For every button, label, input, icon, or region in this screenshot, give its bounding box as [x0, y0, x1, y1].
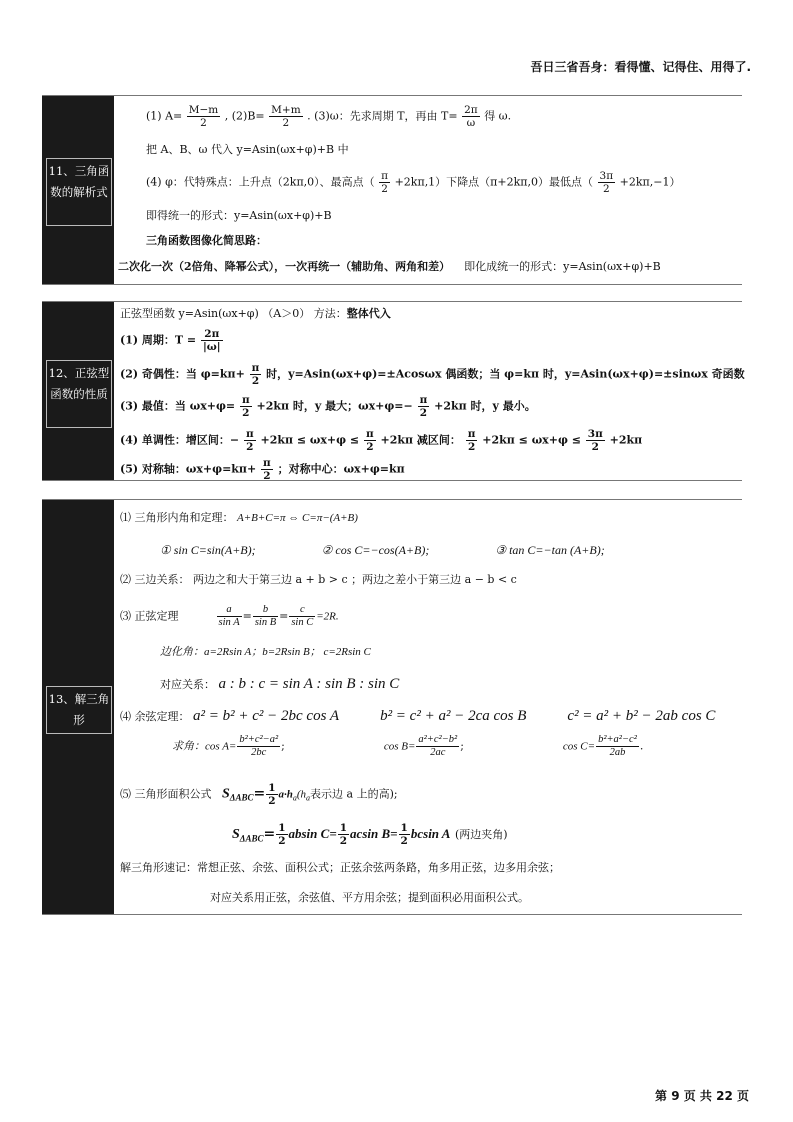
- text: . (3)ω：先求周期 T，再由 T=: [307, 109, 458, 123]
- fraction: [253, 604, 278, 629]
- fraction: [586, 428, 605, 453]
- num: 2π: [201, 328, 223, 341]
- text: cos B=: [383, 740, 416, 753]
- num: π: [381, 170, 389, 182]
- text: =: [263, 826, 276, 842]
- fraction: [269, 104, 303, 129]
- den: 2: [400, 835, 408, 847]
- formula-line: [120, 457, 405, 482]
- den: 2: [251, 375, 260, 387]
- fraction: [399, 822, 410, 847]
- text: 对应关系：: [160, 678, 215, 691]
- text-line: 边化角：a=2Rsin A；b=2Rsin B； c=2Rsin C: [160, 646, 371, 658]
- text: b² = c² + a² − 2ca cos B: [380, 708, 527, 724]
- text: +2kπ 时，y 最大；ωx+φ=−: [256, 399, 413, 413]
- num: π: [245, 428, 254, 440]
- text: (1) 周期：T =: [120, 333, 197, 347]
- section-sidebar: [42, 96, 114, 284]
- section-12: [42, 301, 745, 482]
- section-13: [42, 499, 742, 915]
- section-sidebar: [42, 500, 114, 914]
- num: 1: [278, 822, 286, 834]
- fraction: [244, 428, 256, 453]
- den: 2: [282, 117, 290, 129]
- formula-line: [120, 428, 642, 453]
- den: 2: [200, 117, 207, 129]
- fraction: [596, 734, 639, 759]
- num: π: [366, 428, 374, 440]
- den: 2: [366, 441, 374, 453]
- page-footer: 第 9 页 共 22 页: [655, 1089, 749, 1103]
- fraction: [416, 734, 459, 759]
- den: sin C: [291, 617, 314, 628]
- num: 1: [339, 822, 348, 834]
- text: acsin B=: [350, 826, 398, 841]
- num: M−m: [188, 104, 219, 116]
- num: π: [251, 362, 260, 374]
- num: b²+a²−c²: [598, 734, 637, 745]
- section-sidebar: [42, 302, 114, 480]
- formula-line: 求角：cos A= $\frac{\text{b²+c²−a²}}{2bc}$ ; cos B= $\frac{\text{a²+c²−b²}}{2ac}$ ; cos C= $\frac{\text{b²+a²−c²}}{2ab}$ .: [172, 734, 644, 758]
- text: a: [306, 793, 311, 803]
- text: ⑷ 余弦定理：: [120, 710, 190, 723]
- text: S: [232, 827, 240, 842]
- text: a: [292, 793, 297, 803]
- den: 2: [339, 835, 348, 847]
- text: (2) 奇偶性：当 φ=kπ+: [120, 367, 245, 381]
- den: 2: [278, 835, 286, 847]
- num: b²+c²−a²: [239, 734, 279, 745]
- section-label: 12、正弦型函数的性质: [46, 360, 112, 428]
- den: 2bc: [251, 747, 267, 758]
- fraction: [250, 362, 262, 387]
- num: M+m: [271, 104, 301, 116]
- formula-line: [120, 394, 536, 419]
- text: ΔABC: [229, 792, 254, 803]
- text: (3) 最值：当 ωx+φ=: [120, 399, 236, 413]
- section-label: 13、解三角形: [46, 686, 112, 734]
- fraction: [237, 734, 280, 759]
- text-line: [120, 306, 391, 322]
- text: +2kπ,−1）: [619, 175, 681, 189]
- fraction: [338, 822, 349, 847]
- num: 3π: [587, 428, 603, 440]
- text: (4) 单调性：增区间：−: [120, 433, 240, 447]
- text-line: ⑵ 三边关系： 两边之和大于第三边 a + b > c ；两边之差小于第三边 a − b < c: [120, 573, 517, 586]
- text: ⑴ 三角形内角和定理：: [120, 511, 234, 524]
- fraction: [364, 428, 376, 453]
- formula-line: [120, 782, 398, 807]
- fraction: [187, 104, 221, 129]
- formula-line: [120, 362, 745, 387]
- fraction: [379, 170, 390, 195]
- den: 2: [268, 795, 276, 807]
- section-11: [42, 95, 742, 285]
- text: a² = b² + c² − 2bc cos A: [193, 708, 340, 724]
- num: 2π: [464, 104, 478, 116]
- formula-line: [120, 708, 715, 725]
- text: (4) φ：代特殊点：上升点（2kπ,0）、最高点（: [146, 175, 375, 189]
- text: (5) 对称轴：ωx+φ=kπ+: [120, 462, 257, 476]
- num: a²+c²−b²: [418, 734, 458, 745]
- text: +2kπ ≤ ωx+φ ≤: [260, 433, 360, 447]
- text: bcsin A: [410, 826, 451, 841]
- text: +2kπ ≤ ωx+φ ≤: [482, 433, 581, 447]
- text: ΔABC: [239, 833, 264, 844]
- fraction: [276, 822, 287, 847]
- num: π: [419, 394, 428, 406]
- text: =2R.: [316, 610, 339, 623]
- num: c: [289, 604, 315, 617]
- text: ③ tan C=−tan (A+B);: [495, 543, 605, 557]
- fraction: [462, 104, 480, 129]
- text: 二次化一次（2倍角、降幂公式），一次再统一（辅助角、两角和差）: [118, 260, 451, 273]
- formula-line: [232, 822, 508, 847]
- text-line: [118, 259, 661, 275]
- text: , (2)B=: [224, 109, 265, 123]
- num: b: [253, 604, 278, 617]
- text: 即化成统一的形式：y=Asin(ωx+φ)+B: [464, 260, 661, 273]
- text: A+B+C=π ⇔ C=π−(A+B): [237, 512, 358, 524]
- den: 2ab: [609, 747, 626, 758]
- text: 表示边 a 上的高);: [310, 787, 398, 801]
- text-line: 三角函数图像化简思路：: [146, 234, 267, 247]
- text: (h: [296, 788, 307, 801]
- fraction: [598, 170, 616, 195]
- text: +2kπ 减区间：: [380, 433, 461, 447]
- section-label: 11、三角函数的解析式: [46, 158, 112, 226]
- den: 2: [467, 441, 476, 453]
- den: 2: [602, 183, 610, 195]
- text-line: 对应关系用正弦，余弦值、平方用余弦；提到面积必用面积公式。: [210, 891, 529, 904]
- fraction: [466, 428, 478, 453]
- text: 整体代入: [346, 307, 391, 320]
- text: cos C=: [562, 740, 596, 753]
- formula-line: [120, 328, 224, 353]
- den: sin B: [254, 617, 277, 628]
- num: π: [241, 394, 250, 406]
- text: ① sin C=sin(A+B);: [160, 543, 256, 557]
- text: (1) A=: [146, 109, 183, 123]
- den: 2: [242, 407, 250, 419]
- den: 2: [419, 407, 428, 419]
- formula-line: ⑶ 正弦定理 $\frac{a}{\text{sin A}}$ = $\frac{b}{\text{sin B}}$ = $\frac{c}{\text{sin C}}$ =2R.: [120, 604, 339, 628]
- den: 2: [381, 183, 388, 195]
- den: 2: [263, 470, 271, 482]
- den: 2ac: [430, 747, 446, 758]
- num: π: [263, 457, 271, 469]
- text: absin C=: [288, 826, 337, 841]
- formula-line: [120, 510, 358, 526]
- den: |ω|: [202, 341, 221, 353]
- num: 1: [268, 782, 276, 794]
- text: S: [222, 786, 230, 802]
- formula-line: [146, 170, 680, 195]
- text: +2kπ,1）下降点（π+2kπ,0）最低点（: [394, 175, 594, 189]
- formula-line: [160, 542, 605, 558]
- text: 求角：cos A=: [172, 740, 237, 753]
- text-line: 把 A、B、ω 代入 y=Asin(ωx+φ)+B 中: [146, 143, 349, 156]
- den: 2: [591, 441, 599, 453]
- text: ② cos C=−cos(A+B);: [321, 543, 430, 557]
- den: sin A: [218, 617, 240, 628]
- fraction: [261, 457, 273, 482]
- num: 1: [400, 822, 408, 834]
- text-line: 解三角形速记：常想正弦、余弦、面积公式；正弦余弦两条路，角多用正弦，边多用余弦；: [120, 861, 560, 874]
- text: ⑸ 三角形面积公式: [120, 787, 212, 801]
- num: a: [217, 604, 242, 617]
- text: =: [253, 785, 266, 802]
- fraction: [266, 782, 277, 807]
- den: 2: [246, 441, 254, 453]
- text: +2kπ 时，y 最小。: [434, 399, 536, 413]
- header-motto: 吾日三省吾身：看得懂、记得住、用得了.: [530, 60, 751, 74]
- text: (两边夹角): [455, 828, 508, 841]
- text: 得 ω.: [484, 109, 512, 123]
- fraction: [201, 328, 223, 353]
- formula-line: [160, 676, 399, 693]
- fraction: [418, 394, 430, 419]
- fraction: [289, 604, 315, 629]
- text: 正弦型函数 y=Asin(ωx+φ) （A＞0） 方法：: [120, 307, 347, 320]
- text: a : b : c = sin A : sin B : sin C: [218, 676, 400, 692]
- formula-line: [146, 104, 511, 129]
- text: a·h: [278, 788, 293, 801]
- text-line: 即得统一的形式：y=Asin(ωx+φ)+B: [146, 209, 332, 222]
- text: 时，y=Asin(ωx+φ)=±Acosωx 偶函数；当 φ=kπ 时，y=Asin(ωx+φ)=±sinωx 奇函数: [266, 367, 745, 381]
- text: ；对称中心：ωx+φ=kπ: [277, 462, 405, 476]
- num: π: [467, 428, 476, 440]
- num: 3π: [599, 170, 614, 182]
- den: ω: [466, 117, 476, 129]
- text: ⑶ 正弦定理: [120, 609, 179, 623]
- text: c² = a² + b² − 2ab cos C: [567, 708, 716, 724]
- fraction: [217, 604, 242, 629]
- text: +2kπ: [609, 433, 643, 447]
- fraction: [240, 394, 252, 419]
